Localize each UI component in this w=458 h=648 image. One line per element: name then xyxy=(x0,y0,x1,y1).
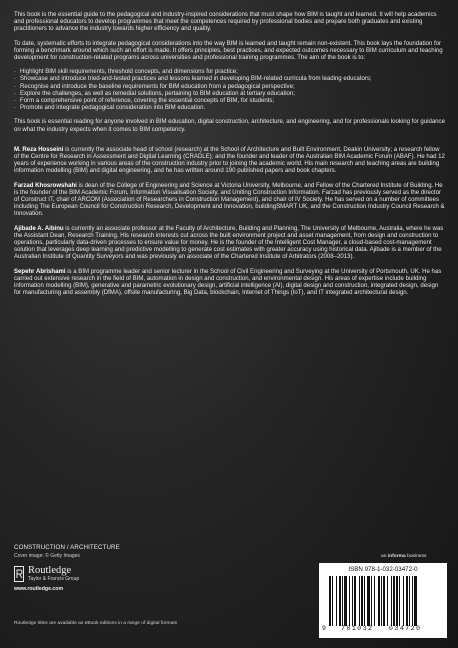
ebook-note: Routledge titles are available as eBook editions in a range of digital formats xyxy=(14,621,178,626)
aim-item: · Promote and integrate pedagogical consideration into BIM education. xyxy=(14,105,446,112)
publisher-name: Routledge xyxy=(28,565,72,576)
isbn-number: ISBN 978-1-032-03472-0 xyxy=(348,566,418,573)
author-bio xyxy=(14,226,446,262)
publisher-group: Taylor & Francis Group xyxy=(28,576,80,582)
intro-paragraph-1: This book is the essential guide to the pedagogical and industry-inspired considerations that must shape how BIM is taught and learned. It will help academics and professional educators to develop programmes that meet the competences required by professional bodies and prepare both graduates and existing practitioners to advance the industry towards higher efficiency and quality. xyxy=(14,12,437,33)
aim-item: · Form a comprehensive point of reference, covering the essential concepts of BIM, for students; xyxy=(14,98,446,105)
author-bio-text: is a BIM programme leader and senior lecturer in the School of Civil Engineering and Surveying at the University of Portsmouth, UK. He has carried out extensive research in the field of BIM, automation in design and construction, and environmental design. His areas of expertise include building information modelling (BIM), generative and parametric evolutionary design, artificial intelligence (AI), digital design and construction, integrated design, design for manufacturing and assembly (DfMA), offsite manufacturing, Big Data, blockchain, Internet of Things (IoT), and IT integrated architectural design. xyxy=(14,268,442,297)
aim-item: · Highlight BIM skill requirements, threshold concepts, and dimensions for practice; xyxy=(14,69,446,76)
aim-item: · Recognise and introduce the baseline requirements for BIM education from a pedagogical perspective; xyxy=(14,84,446,91)
author-bio-text: is currently the associate head of school (research) at the School of Architecture and Built Environment, Deakin University; a research fellow of the Centre for Research in Assessment and Digital Learning (CRADLE); and the founder and leader of the Australian BIM Academic Forum (ABAF). He had 12 years of experience working in various areas of the construction industry prior to joining the academic world. His main research and teaching areas are building information modelling (BIM) and digital engineering, and he has written around 190 published papers and book chapters. xyxy=(14,146,445,175)
author-name: Sepehr Abrishami xyxy=(14,268,66,275)
author-bio-text: is currently an associate professor at the Faculty of Architecture, Building and Planning, The University of Melbourne, Australia, where he was the Assistant Dean, Research Training. His research interests cut across the built environment project and asset management, from design and construction to operations, particularly data-driven processes to ensure value for money. He is the founder of the Intelligent Cost Manager, a cloud-based cost-management solution that leverages deep learning and predictive modelling to generate cost estimates with greater accuracy using historical data. Ajibade is a member of the Australian Institute of Quantity Surveyors and was previously an associate of the Chartered Institute of Arbitrators (2008–2013). xyxy=(14,225,444,261)
author-name: Ajibade A. Aibinu xyxy=(14,225,64,232)
subject-category: CONSTRUCTION / ARCHITECTURE xyxy=(14,544,120,551)
author-bio xyxy=(14,183,446,219)
author-name: M. Reza Hosseini xyxy=(14,146,64,153)
barcode-graphic xyxy=(329,576,441,626)
author-bio xyxy=(14,147,446,176)
aims-list xyxy=(14,69,446,112)
aim-item: · Explore the challenges, as well as remedial solutions, pertaining to BIM education at tertiary education; xyxy=(14,91,446,98)
aim-item: · Showcase and introduce tried-and-tested practices and lessons learned in developing BIM-related curricula from leading educators; xyxy=(14,76,446,83)
publisher-logo xyxy=(14,566,79,582)
publisher-url: www.routledge.com xyxy=(14,586,64,592)
intro-paragraph-2: To date, systematic efforts to integrate pedagogical considerations into the way BIM is learned and taught remain non-existent. This book lays the foundation for forming a benchmark around which such an effort is made. It offers principles, best practices, and expected outcomes necessary to BIM curriculum and teaching development for construction-related programs across universities and professional training programmes. The aim of the book is to: xyxy=(14,40,443,62)
cover-credit: Cover image: © Getty Images xyxy=(14,553,80,559)
intro-paragraph-3: This book is essential reading for anyone involved in BIM education, digital construction, architecture, and engineering, and for professionals looking for guidance on what the industry expects when it comes to BIM competency. xyxy=(14,119,445,133)
barcode-digits-left: 781032 xyxy=(341,625,374,632)
isbn-barcode xyxy=(319,563,447,638)
routledge-logo-icon xyxy=(14,566,24,582)
informa-business-label: an informa business xyxy=(381,554,427,559)
author-bio-text: is dean of the College of Engineering and Science at Victoria University, Melbourne, and Fellow of the Chartered Institute of Building. He is the founder of the BIM Academic Forum, Information Visualisation Society, and Uniting Construction Information. Farzad has previously served as the director of Construct IT, chair of ARCOM (Association of Researchers in Construction Management), and chair of IV Society. He has served on a number of committees including The European Council for Construction Research, Development and Innovation, buildingSMART UK, and the Construction Industry Council Research & Innovation. xyxy=(14,182,445,218)
author-name: Farzad Khosrowshahi xyxy=(14,182,77,189)
author-bio xyxy=(14,269,446,298)
barcode-digit-first: 9 xyxy=(322,625,326,632)
description-block xyxy=(14,12,446,305)
barcode-digits xyxy=(319,625,447,635)
barcode-digits-right: 034720 xyxy=(389,625,422,632)
